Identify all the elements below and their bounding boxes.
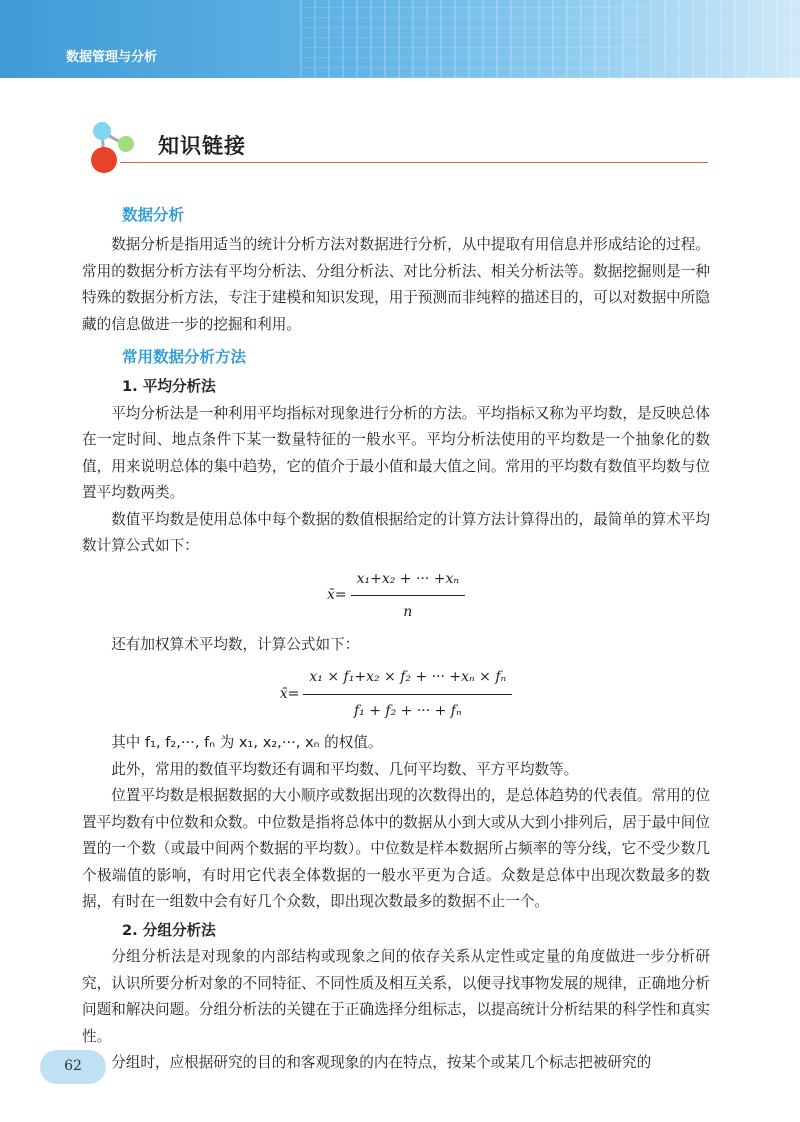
section-divider xyxy=(120,162,708,163)
book-title: 数据管理与分析 xyxy=(66,50,158,65)
header-decoration xyxy=(300,0,800,78)
paragraph: 此外，常用的数值平均数还有调和平均数、几何平均数、平方平均数等。 xyxy=(111,760,579,778)
paragraph: 位置平均数是根据数据的大小顺序或数据出现的次数得出的，是总体趋势的代表值。常用的位置平均数有中位数和众数。中位数是指将总体中的数据从小到大或从大到小排列后，居于最中间位置的一个数（或最中间两个数据的平均数）。中位数是样本数据所占频率的等分线，它不受少数几个极端值的影响，有时用它代表全体数据的一般水平更为合适。众数是总体中出现次数最多的数据，有时在一组数中会有好几个众数，即出现次数最多的数据不止一个。 xyxy=(82,787,710,910)
main-content xyxy=(82,200,710,1077)
formula-arithmetic-mean xyxy=(82,566,710,626)
formula-numerator: x₁ × f₁+x₂ × f₂ + ··· +xₙ × fₙ xyxy=(303,664,512,695)
formula-numerator: x₁+x₂ + ··· +xₙ xyxy=(351,566,465,597)
formula-weighted-mean xyxy=(82,664,710,724)
paragraph: 还有加权算术平均数，计算公式如下： xyxy=(111,635,360,653)
section-title: 知识链接 xyxy=(158,134,246,158)
paragraph: 分组时，应根据研究的目的和客观现象的内在特点，按某个或某几个标志把被研究的 xyxy=(111,1054,652,1071)
subheading-average: 1. 平均分析法 xyxy=(122,378,216,395)
paragraph: 分组分析法是对现象的内部结构或现象之间的依存关系从定性或定量的角度做进一步分析研究，认识所要分析对象的不同特征、不同性质及相互关系，以便寻找事物发展的规律，正确地分析问题和解决问题。分组分析法的关键在于正确选择分组标志，以提高统计分析结果的科学性和真实性。 xyxy=(82,948,710,1045)
paragraph: 平均分析法是一种利用平均指标对现象进行分析的方法。平均指标又称为平均数，是反映总体在一定时间、地点条件下某一数量特征的一般水平。平均分析法使用的平均数是一个抽象化的数值，用来说明总体的集中趋势，它的值介于最小值和最大值之间。常用的平均数有数值平均数与位置平均数两类。 xyxy=(82,404,710,501)
formula-denominator: f₁ + f₂ + ··· + fₙ xyxy=(353,702,462,719)
formula-lhs: x̄= xyxy=(326,587,347,604)
paragraph: 其中 f₁, f₂,···, fₙ 为 x₁, x₂,···, xₙ 的权值。 xyxy=(111,734,383,751)
subheading-grouping: 2. 分组分析法 xyxy=(122,921,216,939)
header-band xyxy=(0,0,800,78)
molecule-icon xyxy=(84,118,154,178)
page-number: 62 xyxy=(64,1058,82,1074)
paragraph: 数值平均数是使用总体中每个数据的数值根据给定的计算方法计算得出的，最简单的算术平均数计算公式如下： xyxy=(82,510,710,554)
heading-data-analysis: 数据分析 xyxy=(122,206,185,224)
formula-lhs: x̄= xyxy=(279,685,300,702)
heading-methods: 常用数据分析方法 xyxy=(122,348,247,366)
formula-denominator: n xyxy=(403,604,413,620)
paragraph: 数据分析是指用适当的统计分析方法对数据进行分析，从中提取有用信息并形成结论的过程。常用的数据分析方法有平均分析法、分组分析法、对比分析法、相关分析法等。数据挖掘则是一种特殊的数据分析方法，专注于建模和知识发现，用于预测而非纯粹的描述目的，可以对数据中所隐藏的信息做进一步的挖掘和利用。 xyxy=(82,236,710,333)
